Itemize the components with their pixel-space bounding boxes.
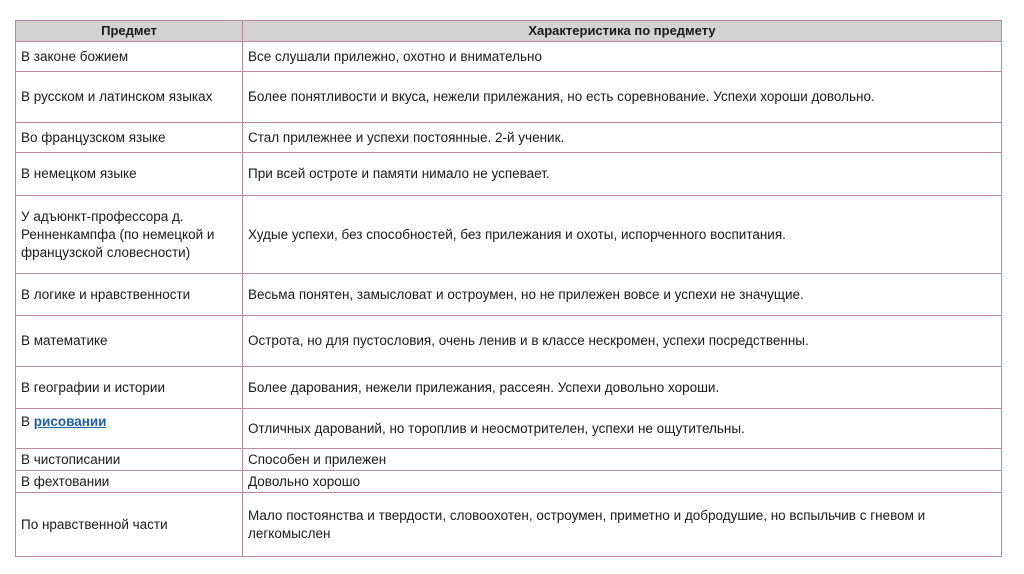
table-row — [16, 274, 1002, 316]
row-characteristic: Отличных дарований, но тороплив и неосмотрителен, успехи не ощутительны. — [243, 409, 1002, 449]
table-row — [16, 409, 1002, 449]
table-row — [16, 316, 1002, 367]
row-subject: В логике и нравственности — [16, 274, 243, 316]
table-row — [16, 123, 1002, 153]
row-subject: Во французском языке — [16, 123, 243, 153]
row-subject: В фехтовании — [16, 471, 243, 493]
header-characteristic: Характеристика по предмету — [243, 21, 1002, 42]
header-subject: Предмет — [16, 21, 243, 42]
row-characteristic: Мало постоянства и твердости, словоохотен, остроумен, приметно и добродушие, но вспыльчив с гневом и легкомыслен — [243, 493, 1002, 557]
row-characteristic: Способен и прилежен — [243, 449, 1002, 471]
row-subject: В математике — [16, 316, 243, 367]
row-characteristic: При всей остроте и памяти нимало не успевает. — [243, 153, 1002, 196]
row-subject: В чистописании — [16, 449, 243, 471]
row-subject: У адъюнкт-профессора д. Ренненкампфа (по немецкой и французской словесности) — [16, 196, 243, 274]
row-characteristic: Весьма понятен, замысловат и остроумен, но не прилежен вовсе и успехи не значущие. — [243, 274, 1002, 316]
table-row — [16, 196, 1002, 274]
row-characteristic: Все слушали прилежно, охотно и внимательно — [243, 42, 1002, 72]
table-header-row — [16, 21, 1002, 42]
row-subject: В русском и латинском языках — [16, 72, 243, 123]
row-subject: В законе божием — [16, 42, 243, 72]
row-subject-prefix: В — [21, 414, 31, 429]
row-characteristic: Худые успехи, без способностей, без прилежания и охоты, испорченного воспитания. — [243, 196, 1002, 274]
drawing-link[interactable]: рисовании — [33, 414, 107, 429]
row-subject: В немецком языке — [16, 153, 243, 196]
row-subject — [16, 409, 243, 449]
table-row — [16, 471, 1002, 493]
grades-table — [15, 20, 1002, 557]
row-subject: В географии и истории — [16, 367, 243, 409]
grades-table-container — [15, 20, 1001, 557]
row-subject: По нравственной части — [16, 493, 243, 557]
row-characteristic: Довольно хорошо — [243, 471, 1002, 493]
row-characteristic: Более дарования, нежели прилежания, рассеян. Успехи довольно хороши. — [243, 367, 1002, 409]
table-row — [16, 42, 1002, 72]
table-row — [16, 493, 1002, 557]
row-characteristic: Стал прилежнее и успехи постоянные. 2-й ученик. — [243, 123, 1002, 153]
table-row — [16, 72, 1002, 123]
row-characteristic: Острота, но для пустословия, очень ленив и в классе нескромен, успехи посредственны. — [243, 316, 1002, 367]
table-row — [16, 449, 1002, 471]
table-row — [16, 367, 1002, 409]
row-characteristic: Более понятливости и вкуса, нежели прилежания, но есть соревнование. Успехи хороши довольно. — [243, 72, 1002, 123]
table-row — [16, 153, 1002, 196]
